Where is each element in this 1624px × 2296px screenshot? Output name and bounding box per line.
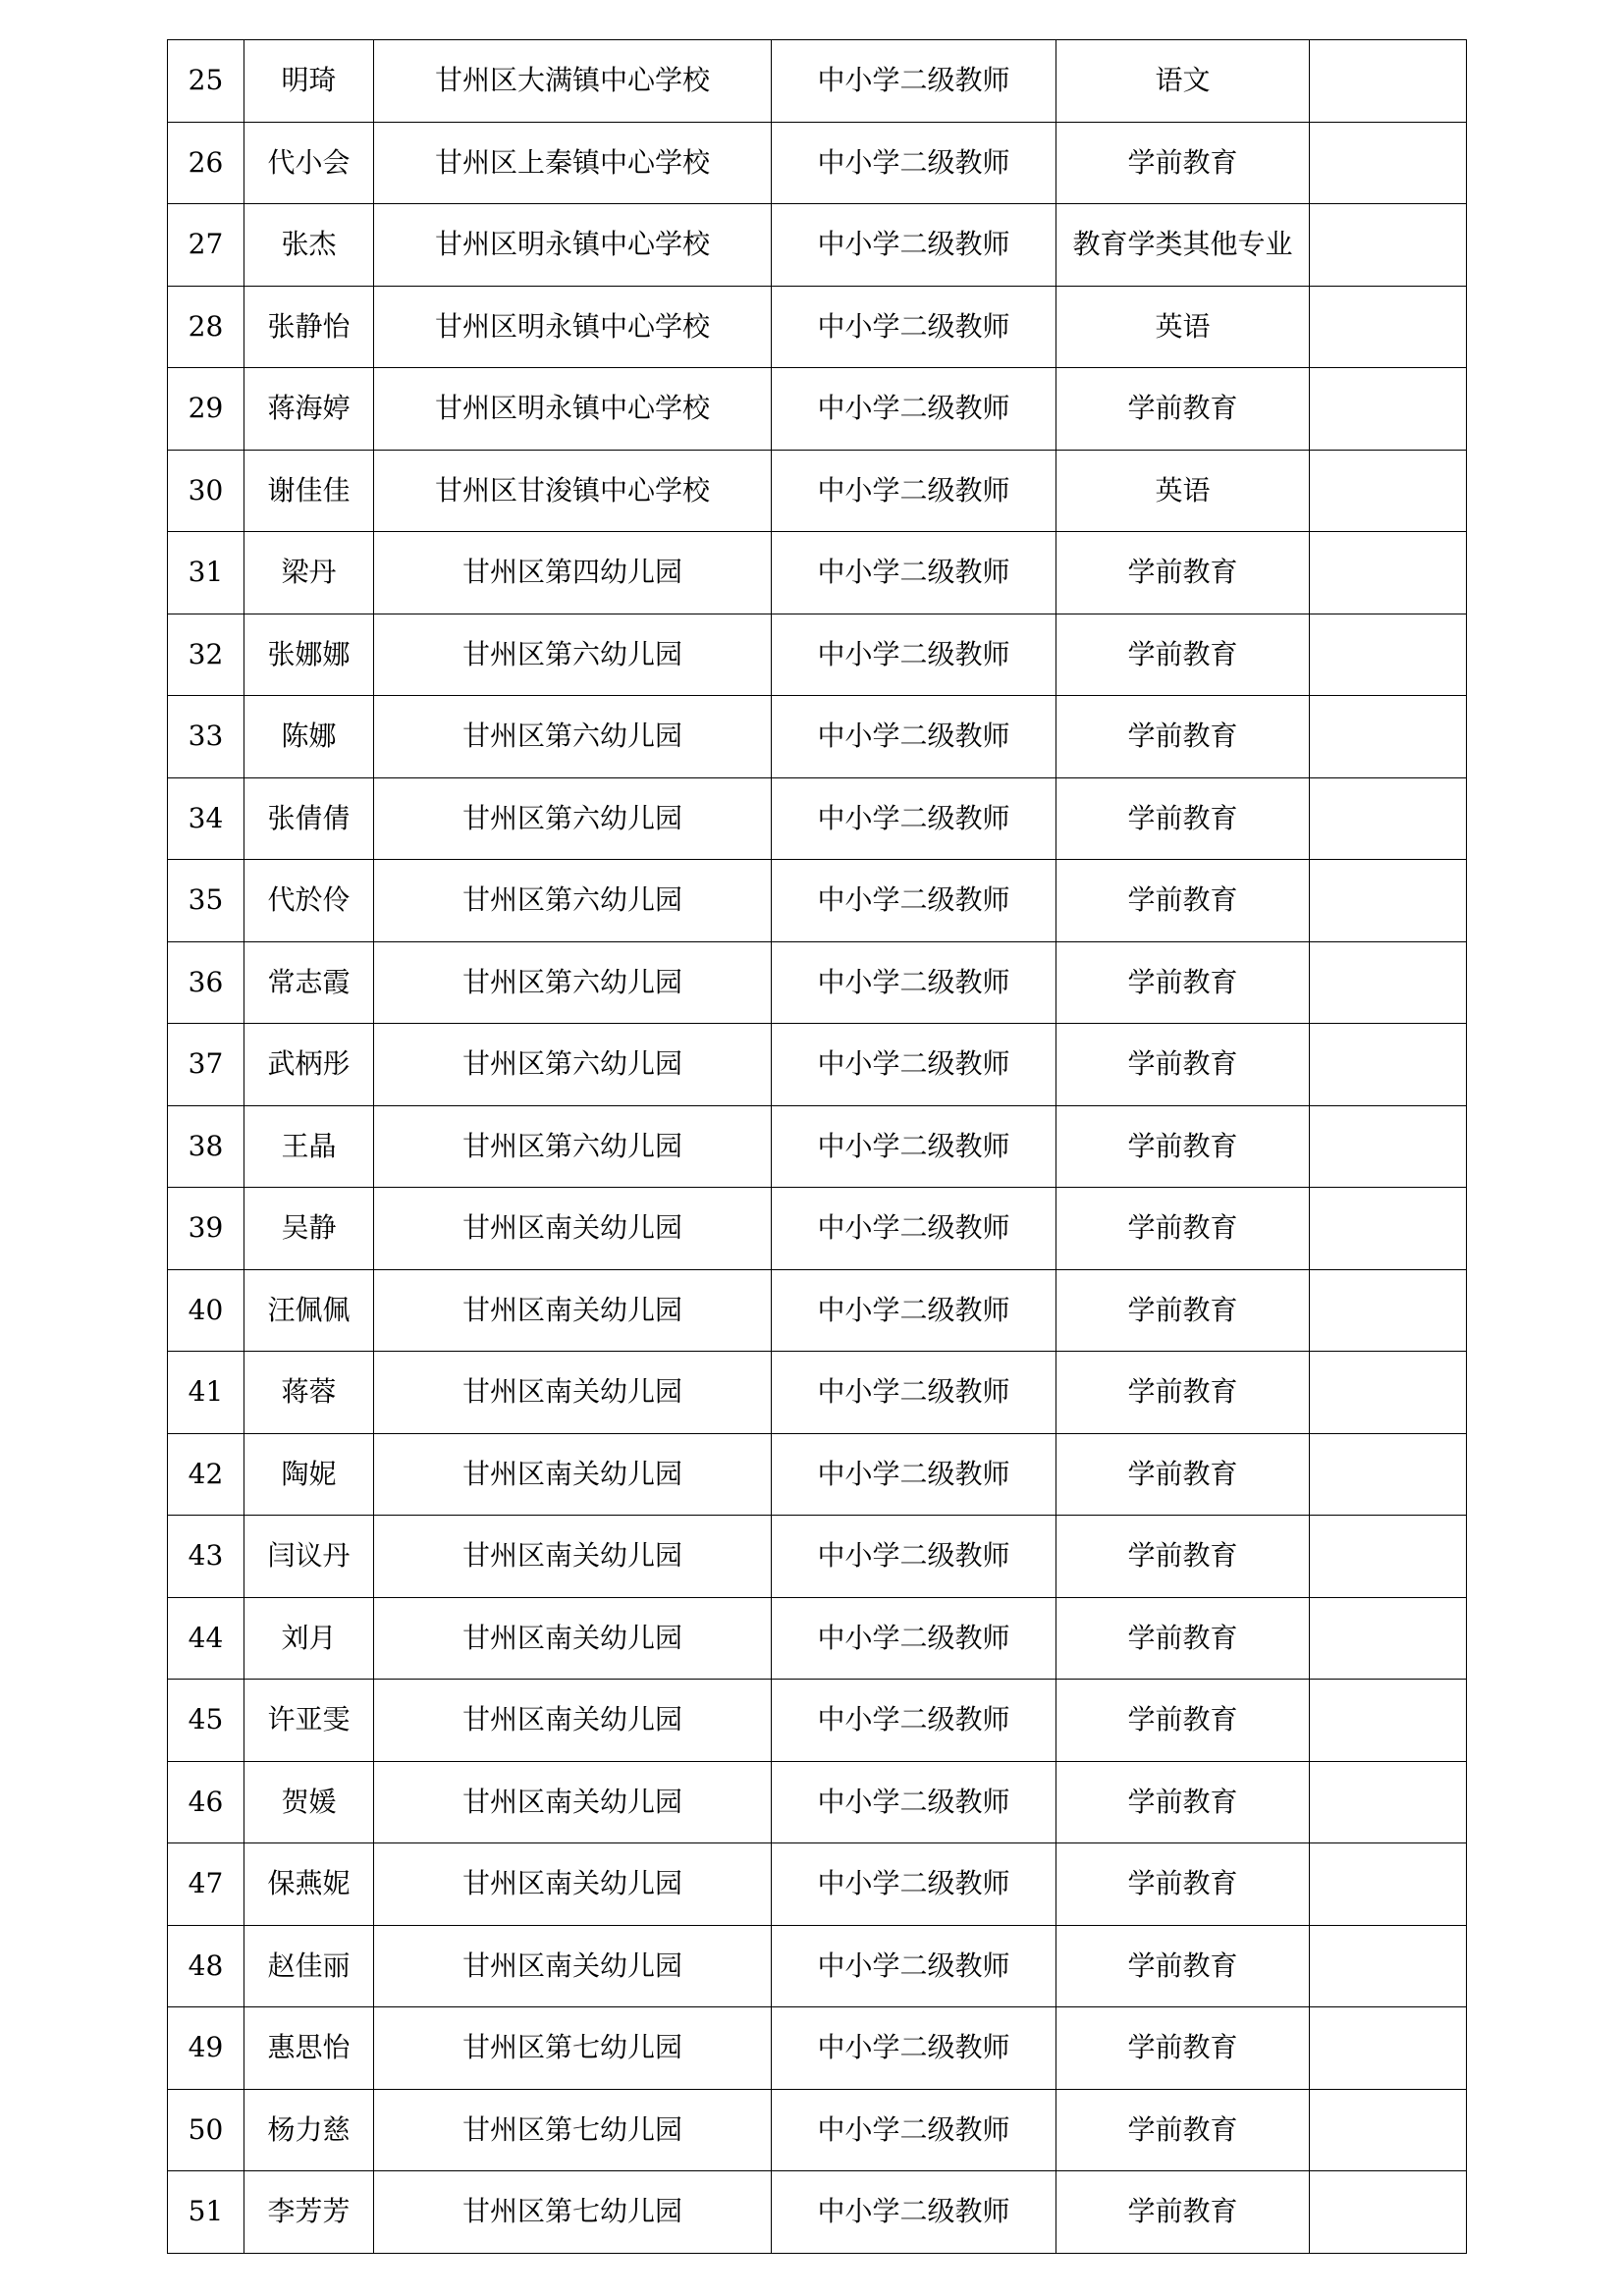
- note-cell: [1310, 1433, 1467, 1516]
- table-row: [168, 941, 1467, 1024]
- title-cell: 中小学二级教师: [772, 1843, 1056, 1926]
- unit-cell: 甘州区第七幼儿园: [374, 2007, 772, 2090]
- note-cell: [1310, 122, 1467, 204]
- table-row: [168, 860, 1467, 942]
- table-row: [168, 2171, 1467, 2254]
- major-cell: 英语: [1056, 450, 1310, 532]
- row-number-cell: 50: [168, 2089, 244, 2171]
- table-row: [168, 777, 1467, 860]
- row-number-cell: 34: [168, 777, 244, 860]
- name-cell: 谢佳佳: [244, 450, 374, 532]
- row-number-cell: 41: [168, 1352, 244, 1434]
- note-cell: [1310, 1516, 1467, 1598]
- title-cell: 中小学二级教师: [772, 696, 1056, 778]
- note-cell: [1310, 2171, 1467, 2254]
- name-cell: 明琦: [244, 40, 374, 123]
- major-cell: 学前教育: [1056, 2089, 1310, 2171]
- row-number-cell: 46: [168, 1761, 244, 1843]
- table-row: [168, 532, 1467, 614]
- unit-cell: 甘州区上秦镇中心学校: [374, 122, 772, 204]
- roster-table: [167, 39, 1467, 2254]
- major-cell: 学前教育: [1056, 1433, 1310, 1516]
- note-cell: [1310, 1680, 1467, 1762]
- major-cell: 学前教育: [1056, 860, 1310, 942]
- name-cell: 贺媛: [244, 1761, 374, 1843]
- title-cell: 中小学二级教师: [772, 40, 1056, 123]
- unit-cell: 甘州区第六幼儿园: [374, 1105, 772, 1188]
- table-row: [168, 2089, 1467, 2171]
- row-number-cell: 49: [168, 2007, 244, 2090]
- row-number-cell: 33: [168, 696, 244, 778]
- name-cell: 代小会: [244, 122, 374, 204]
- row-number-cell: 32: [168, 614, 244, 696]
- note-cell: [1310, 2089, 1467, 2171]
- unit-cell: 甘州区南关幼儿园: [374, 1269, 772, 1352]
- row-number-cell: 35: [168, 860, 244, 942]
- unit-cell: 甘州区南关幼儿园: [374, 1516, 772, 1598]
- name-cell: 刘月: [244, 1597, 374, 1680]
- title-cell: 中小学二级教师: [772, 1680, 1056, 1762]
- unit-cell: 甘州区南关幼儿园: [374, 1597, 772, 1680]
- note-cell: [1310, 2007, 1467, 2090]
- major-cell: 学前教育: [1056, 1680, 1310, 1762]
- table-row: [168, 1680, 1467, 1762]
- row-number-cell: 27: [168, 204, 244, 287]
- table-row: [168, 122, 1467, 204]
- table-row: [168, 696, 1467, 778]
- title-cell: 中小学二级教师: [772, 2089, 1056, 2171]
- unit-cell: 甘州区明永镇中心学校: [374, 286, 772, 368]
- major-cell: 学前教育: [1056, 1761, 1310, 1843]
- title-cell: 中小学二级教师: [772, 286, 1056, 368]
- major-cell: 学前教育: [1056, 1516, 1310, 1598]
- row-number-cell: 30: [168, 450, 244, 532]
- table-row: [168, 1761, 1467, 1843]
- major-cell: 学前教育: [1056, 1188, 1310, 1270]
- table-row: [168, 40, 1467, 123]
- unit-cell: 甘州区第六幼儿园: [374, 696, 772, 778]
- row-number-cell: 29: [168, 368, 244, 451]
- table-row: [168, 286, 1467, 368]
- table-row: [168, 1105, 1467, 1188]
- major-cell: 学前教育: [1056, 696, 1310, 778]
- unit-cell: 甘州区第四幼儿园: [374, 532, 772, 614]
- unit-cell: 甘州区第六幼儿园: [374, 777, 772, 860]
- note-cell: [1310, 860, 1467, 942]
- name-cell: 王晶: [244, 1105, 374, 1188]
- unit-cell: 甘州区第七幼儿园: [374, 2089, 772, 2171]
- unit-cell: 甘州区南关幼儿园: [374, 1433, 772, 1516]
- major-cell: 学前教育: [1056, 777, 1310, 860]
- table-row: [168, 1516, 1467, 1598]
- roster-body: [168, 40, 1467, 2254]
- major-cell: 英语: [1056, 286, 1310, 368]
- major-cell: 学前教育: [1056, 614, 1310, 696]
- unit-cell: 甘州区南关幼儿园: [374, 1680, 772, 1762]
- name-cell: 吴静: [244, 1188, 374, 1270]
- major-cell: 学前教育: [1056, 2007, 1310, 2090]
- row-number-cell: 40: [168, 1269, 244, 1352]
- title-cell: 中小学二级教师: [772, 1516, 1056, 1598]
- table-row: [168, 450, 1467, 532]
- row-number-cell: 44: [168, 1597, 244, 1680]
- name-cell: 蒋蓉: [244, 1352, 374, 1434]
- note-cell: [1310, 1188, 1467, 1270]
- title-cell: 中小学二级教师: [772, 1188, 1056, 1270]
- title-cell: 中小学二级教师: [772, 1024, 1056, 1106]
- note-cell: [1310, 204, 1467, 287]
- unit-cell: 甘州区明永镇中心学校: [374, 204, 772, 287]
- table-row: [168, 1188, 1467, 1270]
- title-cell: 中小学二级教师: [772, 1925, 1056, 2007]
- note-cell: [1310, 40, 1467, 123]
- row-number-cell: 25: [168, 40, 244, 123]
- table-row: [168, 1925, 1467, 2007]
- major-cell: 学前教育: [1056, 368, 1310, 451]
- note-cell: [1310, 696, 1467, 778]
- name-cell: 张倩倩: [244, 777, 374, 860]
- row-number-cell: 31: [168, 532, 244, 614]
- name-cell: 闫议丹: [244, 1516, 374, 1598]
- unit-cell: 甘州区南关幼儿园: [374, 1925, 772, 2007]
- table-row: [168, 1269, 1467, 1352]
- table-row: [168, 368, 1467, 451]
- table-row: [168, 2007, 1467, 2090]
- title-cell: 中小学二级教师: [772, 204, 1056, 287]
- row-number-cell: 38: [168, 1105, 244, 1188]
- unit-cell: 甘州区第六幼儿园: [374, 941, 772, 1024]
- name-cell: 保燕妮: [244, 1843, 374, 1926]
- name-cell: 赵佳丽: [244, 1925, 374, 2007]
- table-row: [168, 1433, 1467, 1516]
- unit-cell: 甘州区甘浚镇中心学校: [374, 450, 772, 532]
- major-cell: 学前教育: [1056, 532, 1310, 614]
- title-cell: 中小学二级教师: [772, 2007, 1056, 2090]
- note-cell: [1310, 1843, 1467, 1926]
- major-cell: 学前教育: [1056, 2171, 1310, 2254]
- title-cell: 中小学二级教师: [772, 1433, 1056, 1516]
- unit-cell: 甘州区第六幼儿园: [374, 1024, 772, 1106]
- note-cell: [1310, 614, 1467, 696]
- title-cell: 中小学二级教师: [772, 122, 1056, 204]
- title-cell: 中小学二级教师: [772, 532, 1056, 614]
- name-cell: 张杰: [244, 204, 374, 287]
- name-cell: 代於伶: [244, 860, 374, 942]
- unit-cell: 甘州区大满镇中心学校: [374, 40, 772, 123]
- note-cell: [1310, 777, 1467, 860]
- name-cell: 蒋海婷: [244, 368, 374, 451]
- title-cell: 中小学二级教师: [772, 1597, 1056, 1680]
- note-cell: [1310, 532, 1467, 614]
- table-row: [168, 1843, 1467, 1926]
- row-number-cell: 39: [168, 1188, 244, 1270]
- name-cell: 张娜娜: [244, 614, 374, 696]
- major-cell: 学前教育: [1056, 1024, 1310, 1106]
- title-cell: 中小学二级教师: [772, 1105, 1056, 1188]
- table-row: [168, 1597, 1467, 1680]
- note-cell: [1310, 1597, 1467, 1680]
- row-number-cell: 37: [168, 1024, 244, 1106]
- name-cell: 张静怡: [244, 286, 374, 368]
- title-cell: 中小学二级教师: [772, 860, 1056, 942]
- note-cell: [1310, 1925, 1467, 2007]
- major-cell: 学前教育: [1056, 1843, 1310, 1926]
- note-cell: [1310, 450, 1467, 532]
- row-number-cell: 47: [168, 1843, 244, 1926]
- major-cell: 学前教育: [1056, 1352, 1310, 1434]
- note-cell: [1310, 941, 1467, 1024]
- unit-cell: 甘州区明永镇中心学校: [374, 368, 772, 451]
- name-cell: 武柄彤: [244, 1024, 374, 1106]
- title-cell: 中小学二级教师: [772, 1352, 1056, 1434]
- name-cell: 李芳芳: [244, 2171, 374, 2254]
- row-number-cell: 42: [168, 1433, 244, 1516]
- note-cell: [1310, 368, 1467, 451]
- note-cell: [1310, 286, 1467, 368]
- title-cell: 中小学二级教师: [772, 941, 1056, 1024]
- note-cell: [1310, 1352, 1467, 1434]
- table-row: [168, 614, 1467, 696]
- major-cell: 学前教育: [1056, 1597, 1310, 1680]
- name-cell: 杨力慈: [244, 2089, 374, 2171]
- unit-cell: 甘州区南关幼儿园: [374, 1188, 772, 1270]
- major-cell: 学前教育: [1056, 122, 1310, 204]
- name-cell: 陈娜: [244, 696, 374, 778]
- row-number-cell: 48: [168, 1925, 244, 2007]
- name-cell: 陶妮: [244, 1433, 374, 1516]
- title-cell: 中小学二级教师: [772, 1269, 1056, 1352]
- name-cell: 许亚雯: [244, 1680, 374, 1762]
- major-cell: 学前教育: [1056, 1925, 1310, 2007]
- note-cell: [1310, 1269, 1467, 1352]
- title-cell: 中小学二级教师: [772, 450, 1056, 532]
- row-number-cell: 45: [168, 1680, 244, 1762]
- table-row: [168, 1352, 1467, 1434]
- major-cell: 教育学类其他专业: [1056, 204, 1310, 287]
- title-cell: 中小学二级教师: [772, 1761, 1056, 1843]
- unit-cell: 甘州区南关幼儿园: [374, 1843, 772, 1926]
- note-cell: [1310, 1024, 1467, 1106]
- name-cell: 梁丹: [244, 532, 374, 614]
- major-cell: 学前教育: [1056, 1105, 1310, 1188]
- row-number-cell: 51: [168, 2171, 244, 2254]
- major-cell: 学前教育: [1056, 1269, 1310, 1352]
- table-row: [168, 1024, 1467, 1106]
- title-cell: 中小学二级教师: [772, 614, 1056, 696]
- unit-cell: 甘州区南关幼儿园: [374, 1352, 772, 1434]
- major-cell: 学前教育: [1056, 941, 1310, 1024]
- note-cell: [1310, 1761, 1467, 1843]
- row-number-cell: 28: [168, 286, 244, 368]
- row-number-cell: 26: [168, 122, 244, 204]
- title-cell: 中小学二级教师: [772, 2171, 1056, 2254]
- note-cell: [1310, 1105, 1467, 1188]
- major-cell: 语文: [1056, 40, 1310, 123]
- title-cell: 中小学二级教师: [772, 368, 1056, 451]
- row-number-cell: 43: [168, 1516, 244, 1598]
- unit-cell: 甘州区南关幼儿园: [374, 1761, 772, 1843]
- unit-cell: 甘州区第六幼儿园: [374, 614, 772, 696]
- name-cell: 惠思怡: [244, 2007, 374, 2090]
- unit-cell: 甘州区第七幼儿园: [374, 2171, 772, 2254]
- row-number-cell: 36: [168, 941, 244, 1024]
- name-cell: 汪佩佩: [244, 1269, 374, 1352]
- name-cell: 常志霞: [244, 941, 374, 1024]
- title-cell: 中小学二级教师: [772, 777, 1056, 860]
- table-row: [168, 204, 1467, 287]
- unit-cell: 甘州区第六幼儿园: [374, 860, 772, 942]
